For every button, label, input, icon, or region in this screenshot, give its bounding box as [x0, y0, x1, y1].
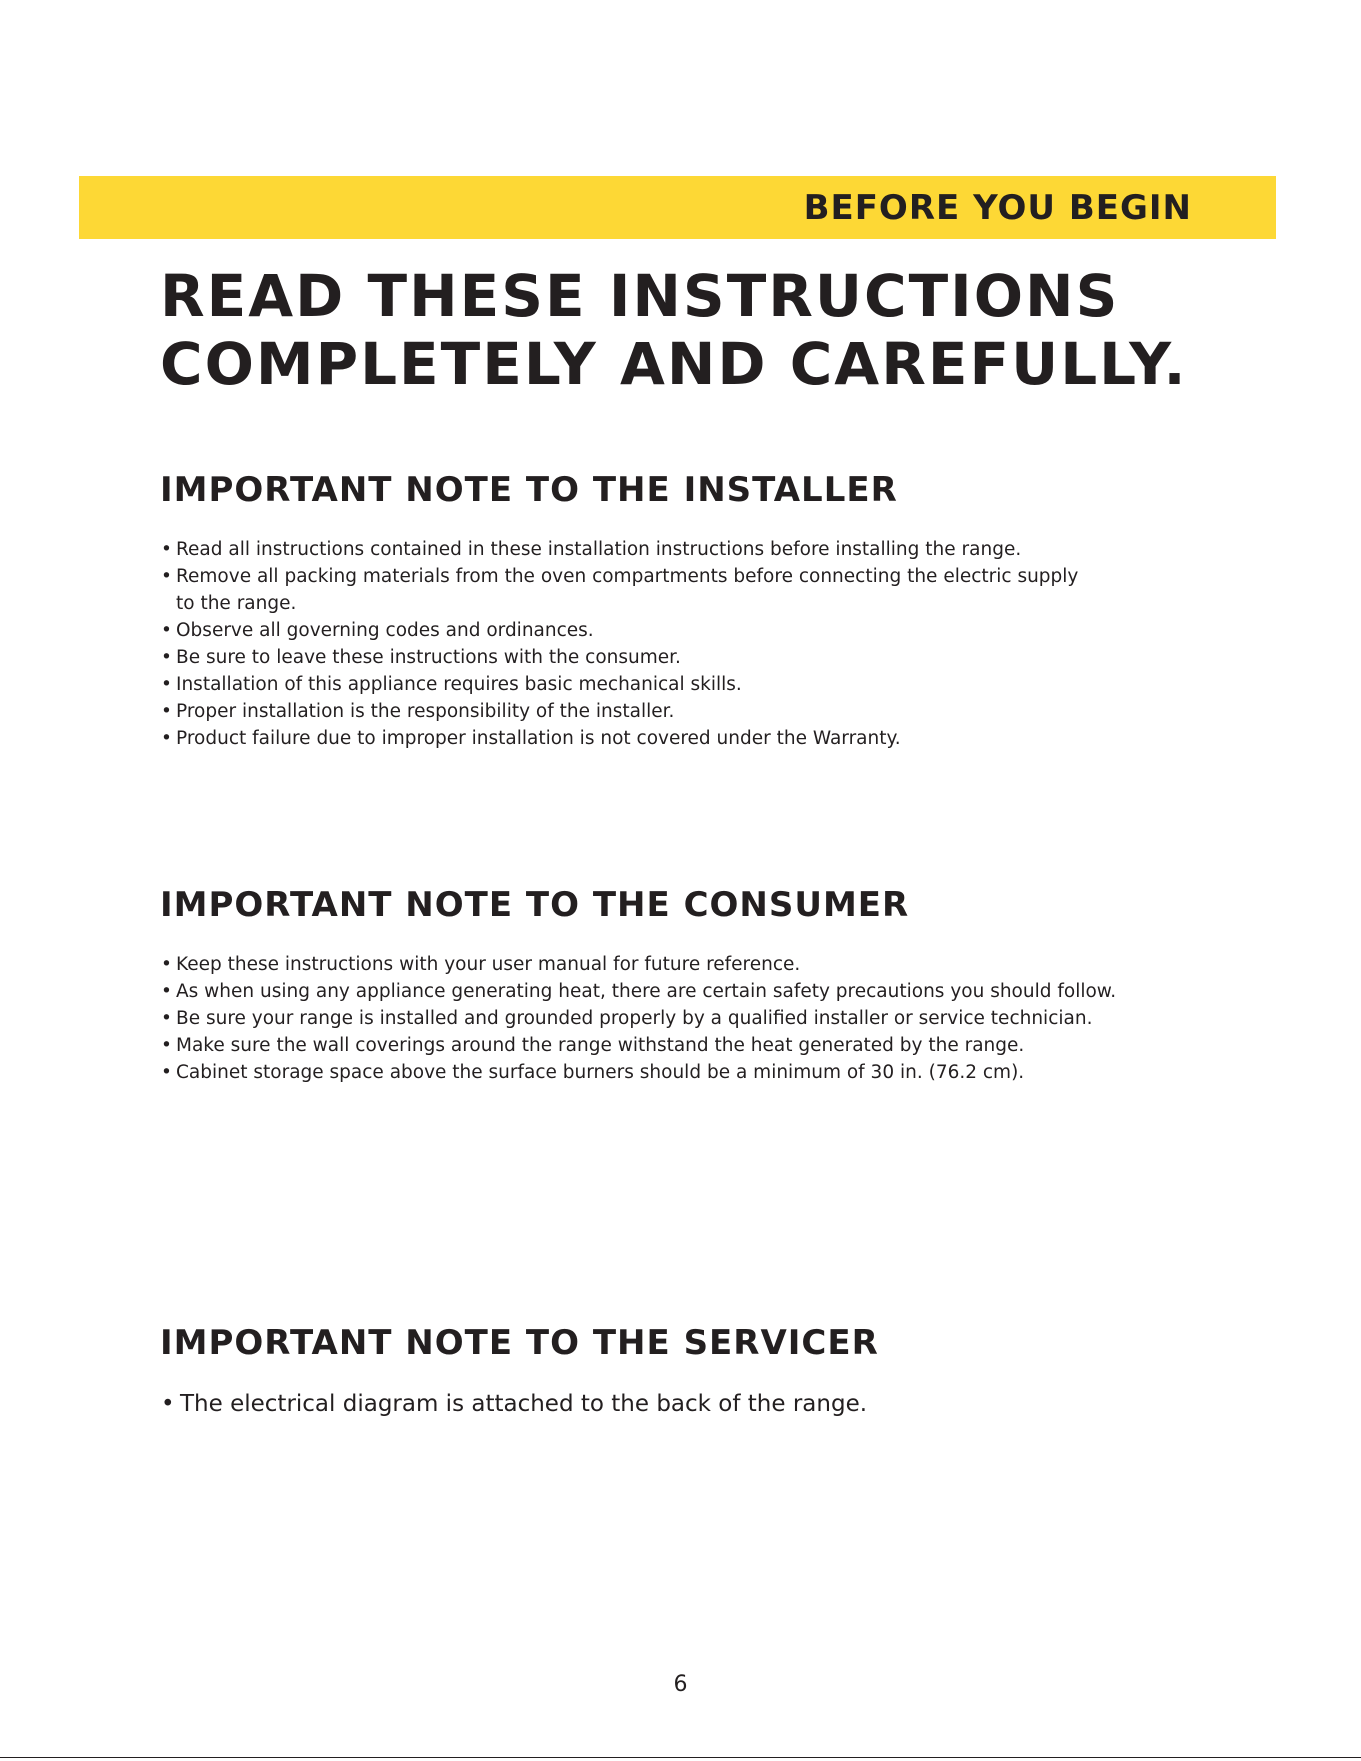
bullet-icon: • — [161, 647, 172, 668]
list-item-text: Observe all governing codes and ordinances. — [176, 620, 594, 641]
page-title — [160, 262, 1188, 398]
list-item — [160, 563, 1160, 617]
list-item-text: Keep these instructions with your user manual for future reference. — [176, 954, 801, 975]
servicer-note-section — [160, 1323, 1160, 1419]
bullet-icon: • — [161, 539, 172, 560]
installer-note-heading: IMPORTANT NOTE TO THE INSTALLER — [160, 470, 898, 510]
page-title-line-1: READ THESE INSTRUCTIONS — [160, 262, 1120, 330]
list-item-text: Installation of this appliance requires basic mechanical skills. — [176, 674, 742, 695]
bullet-icon: • — [161, 981, 172, 1002]
bullet-icon: • — [161, 1062, 172, 1083]
list-item — [160, 1005, 1220, 1032]
list-item — [160, 951, 1220, 978]
servicer-note-list — [160, 1389, 1160, 1419]
list-item-text: Proper installation is the responsibility of the installer. — [176, 701, 675, 722]
servicer-note-heading: IMPORTANT NOTE TO THE SERVICER — [160, 1323, 879, 1363]
list-item — [160, 1032, 1220, 1059]
bullet-icon: • — [161, 1391, 175, 1417]
list-item — [160, 671, 1160, 698]
bullet-icon: • — [161, 1008, 172, 1029]
bullet-icon: • — [161, 1035, 172, 1056]
list-item-text: Cabinet storage space above the surface burners should be a minimum of 30 in. (76.2 cm). — [176, 1062, 1025, 1083]
bullet-icon: • — [161, 620, 172, 641]
list-item — [160, 617, 1160, 644]
list-item-text: Read all instructions contained in these installation instructions before installing the range. — [176, 539, 1022, 560]
bullet-icon: • — [161, 701, 172, 722]
bullet-icon: • — [161, 674, 172, 695]
list-item — [160, 1389, 1160, 1419]
list-item — [160, 698, 1160, 725]
installer-note-section — [160, 470, 1160, 752]
list-item — [160, 644, 1160, 671]
bullet-icon: • — [161, 728, 172, 749]
list-item — [160, 978, 1220, 1005]
bullet-icon: • — [161, 954, 172, 975]
list-item — [160, 536, 1160, 563]
page-title-line-2: COMPLETELY AND CAREFULLY. — [160, 330, 1188, 398]
bullet-icon: • — [161, 566, 172, 587]
consumer-note-list — [160, 951, 1220, 1086]
consumer-note-heading: IMPORTANT NOTE TO THE CONSUMER — [160, 885, 910, 925]
page-number: 6 — [673, 1672, 688, 1697]
list-item-text: Be sure your range is installed and grounded properly by a qualified installer or service technician. — [176, 1008, 1093, 1029]
installer-note-list — [160, 536, 1160, 752]
list-item-text: Remove all packing materials from the oven compartments before connecting the electric supply to the range. — [176, 566, 1079, 614]
section-banner — [79, 176, 1276, 239]
list-item — [160, 1059, 1220, 1086]
list-item-text: The electrical diagram is attached to the back of the range. — [180, 1391, 868, 1417]
list-item-text: As when using any appliance generating heat, there are certain safety precautions you should follow. — [176, 981, 1117, 1002]
list-item-text: Make sure the wall coverings around the range withstand the heat generated by the range. — [176, 1035, 1025, 1056]
list-item — [160, 725, 1160, 752]
list-item-text: Product failure due to improper installation is not covered under the Warranty. — [176, 728, 901, 749]
page-bottom-rule — [0, 1757, 1361, 1758]
banner-title: BEFORE YOU BEGIN — [803, 188, 1192, 228]
list-item-text: Be sure to leave these instructions with the consumer. — [176, 647, 681, 668]
consumer-note-section — [160, 885, 1220, 1086]
